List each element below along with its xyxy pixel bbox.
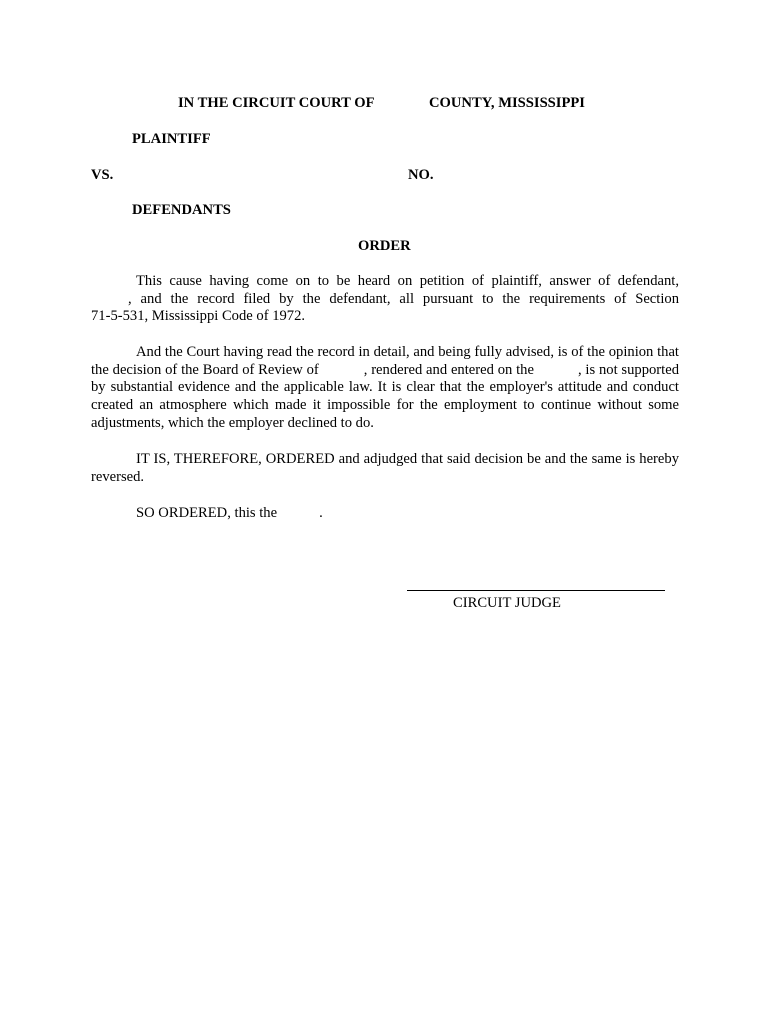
paragraph-1-line-3: 71-5-531, Mississippi Code of 1972. <box>91 308 306 325</box>
paragraph-1-line-2: , and the record filed by the defendant, all pursuant to the requirements of Section <box>128 290 679 307</box>
case-number-label: NO. <box>408 167 434 183</box>
so-ordered-period: . <box>319 505 323 521</box>
order-paragraph-2 <box>91 344 679 433</box>
so-ordered-text: SO ORDERED, this the <box>136 505 278 521</box>
versus-label: VS. <box>91 167 114 183</box>
order-title: ORDER <box>358 238 411 254</box>
so-ordered-line <box>136 504 323 522</box>
court-heading-right: COUNTY, MISSISSIPPI <box>429 95 585 111</box>
court-heading-left: IN THE CIRCUIT COURT OF <box>178 95 375 111</box>
plaintiff-label: PLAINTIFF <box>132 131 211 147</box>
order-paragraph-1 <box>91 273 679 326</box>
paragraph-2-part-2: , rendered and entered on the <box>363 361 534 378</box>
paragraph-2-part-1: And the Court having read the record in detail, and being fully advised, is of the opinion that the decision of the Board of Review of <box>91 344 679 378</box>
defendants-label: DEFENDANTS <box>132 202 231 218</box>
paragraph-1-line-1: This cause having come on to be heard on petition of plaintiff, answer of defendant, <box>136 273 679 289</box>
paragraph-2-part-3: , is not supported by substantial evidence and the applicable law. It is clear that the employer's attitude and conduct created an atmosphere which made it impossible for the employment to continue without some adjustments, which the employer declined to do. <box>91 361 679 431</box>
order-paragraph-3: IT IS, THEREFORE, ORDERED and adjudged that said decision be and the same is hereby reversed. <box>91 451 679 485</box>
signature-line <box>407 590 665 591</box>
circuit-judge-label: CIRCUIT JUDGE <box>453 595 561 611</box>
